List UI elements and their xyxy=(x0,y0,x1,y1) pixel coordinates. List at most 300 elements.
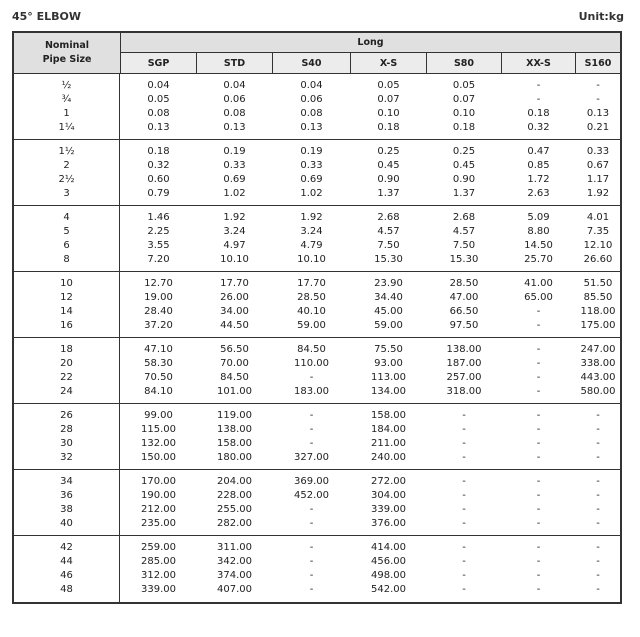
weight-cell: - xyxy=(596,503,600,515)
value-column xyxy=(351,206,426,271)
value-column xyxy=(197,338,272,403)
nominal-size-cell: 42 xyxy=(60,542,73,553)
weight-cell: 17.70 xyxy=(297,277,326,289)
weight-cell: 17.70 xyxy=(220,277,249,289)
weight-cell: 1.92 xyxy=(300,211,323,223)
weight-cell: 70.50 xyxy=(144,371,173,383)
weight-cell: 0.45 xyxy=(452,159,476,171)
weight-cell: - xyxy=(309,556,314,567)
weight-cell: 12.10 xyxy=(583,239,613,251)
weight-cell: 0.19 xyxy=(223,145,246,157)
weight-cell: - xyxy=(309,517,314,529)
weight-cell: 0.18 xyxy=(452,121,476,133)
weight-cell: 119.00 xyxy=(217,409,252,421)
nominal-size-cell: 2 xyxy=(63,159,70,171)
nominal-size-column xyxy=(14,536,120,602)
weight-cell: 0.19 xyxy=(300,145,323,157)
weight-cell: 0.13 xyxy=(147,121,170,133)
weight-cell: 40.10 xyxy=(297,305,326,317)
weight-cell: 75.50 xyxy=(374,343,403,355)
row-group xyxy=(14,74,620,140)
weight-cell: - xyxy=(536,542,541,553)
weight-cell: 10.10 xyxy=(220,253,249,265)
value-column xyxy=(121,140,196,205)
value-column xyxy=(576,536,620,602)
value-column xyxy=(351,272,426,337)
weight-cell: 65.00 xyxy=(524,291,553,303)
weight-cell: 7.50 xyxy=(377,239,400,251)
nominal-size-cell: 18 xyxy=(60,343,73,355)
weight-cell: - xyxy=(596,475,600,487)
nominal-header-line2: Pipe Size xyxy=(42,54,92,65)
weight-cell: 158.00 xyxy=(217,437,252,449)
weight-cell: 190.00 xyxy=(141,489,176,501)
weight-cell: 170.00 xyxy=(141,475,176,487)
value-column xyxy=(351,536,426,602)
nominal-size-cell: 8 xyxy=(63,253,70,265)
weight-cell: 183.00 xyxy=(294,385,329,397)
value-column xyxy=(197,470,272,535)
weight-cell: 3.24 xyxy=(223,225,246,237)
weight-cell: 85.50 xyxy=(583,291,613,303)
weight-cell: 84.50 xyxy=(220,371,249,383)
weight-cell: - xyxy=(462,489,466,501)
weight-cell: 41.00 xyxy=(524,277,553,289)
weight-cell: 0.08 xyxy=(223,107,246,119)
value-column xyxy=(121,272,196,337)
value-column xyxy=(273,140,350,205)
weight-cell: 3.24 xyxy=(300,225,323,237)
weight-cell: - xyxy=(462,542,466,553)
nominal-size-cell: 40 xyxy=(60,517,73,529)
weight-cell: 542.00 xyxy=(371,584,406,595)
weight-cell: 0.05 xyxy=(147,93,170,105)
weight-cell: 8.80 xyxy=(527,225,550,237)
weight-cell: - xyxy=(309,371,314,383)
weight-cell: 175.00 xyxy=(580,319,616,331)
weight-cell: 115.00 xyxy=(141,423,176,435)
row-group xyxy=(14,470,620,536)
weight-cell: 99.00 xyxy=(144,409,173,421)
column-header-s80: S80 xyxy=(427,53,502,73)
weight-cell: 45.00 xyxy=(374,305,403,317)
value-column xyxy=(273,536,350,602)
value-column xyxy=(576,338,620,403)
row-group xyxy=(14,206,620,272)
weight-cell: 0.32 xyxy=(147,159,170,171)
weight-cell: 93.00 xyxy=(374,357,403,369)
weight-cell: 4.57 xyxy=(377,225,400,237)
weight-cell: 0.06 xyxy=(223,93,246,105)
weight-cell: 7.35 xyxy=(586,225,610,237)
weight-cell: 339.00 xyxy=(371,503,406,515)
weight-cell: - xyxy=(462,556,466,567)
value-column xyxy=(576,404,620,469)
nominal-size-cell: 2½ xyxy=(58,173,75,185)
table-title: 45° ELBOW xyxy=(12,10,82,23)
weight-cell: - xyxy=(309,437,314,449)
value-column xyxy=(351,338,426,403)
value-column xyxy=(273,206,350,271)
nominal-size-cell: 24 xyxy=(60,385,73,397)
weight-cell: 5.09 xyxy=(527,211,550,223)
weight-cell: 0.67 xyxy=(586,159,610,171)
weight-cell: 7.50 xyxy=(452,239,476,251)
weight-cell: 70.00 xyxy=(220,357,249,369)
weight-cell: 28.50 xyxy=(297,291,326,303)
weight-cell: 34.00 xyxy=(220,305,249,317)
nominal-size-column xyxy=(14,404,120,469)
weight-cell: - xyxy=(536,343,541,355)
weight-cell: 374.00 xyxy=(217,570,252,581)
value-column xyxy=(197,536,272,602)
weight-cell: 285.00 xyxy=(141,556,176,567)
weight-cell: 0.90 xyxy=(377,173,400,185)
value-column xyxy=(121,206,196,271)
nominal-header-line1: Nominal xyxy=(44,40,90,51)
weight-cell: 3.55 xyxy=(147,239,170,251)
weight-cell: 318.00 xyxy=(446,385,482,397)
weight-cell: 2.63 xyxy=(527,187,550,199)
weight-cell: - xyxy=(309,570,314,581)
weight-cell: - xyxy=(536,319,541,331)
weight-cell: 0.69 xyxy=(223,173,246,185)
nominal-size-cell: 1¼ xyxy=(58,121,75,133)
weight-cell: 4.97 xyxy=(223,239,246,251)
weight-cell: - xyxy=(462,409,466,421)
nominal-size-cell: 36 xyxy=(60,489,73,501)
weight-cell: 0.13 xyxy=(300,121,323,133)
weight-cell: - xyxy=(536,79,541,91)
weight-cell: 0.21 xyxy=(586,121,610,133)
weight-cell: 240.00 xyxy=(371,451,406,463)
weight-cell: - xyxy=(536,423,541,435)
weight-cell: 0.33 xyxy=(223,159,246,171)
weight-cell: 211.00 xyxy=(371,437,406,449)
weight-cell: 0.33 xyxy=(586,145,610,157)
value-column xyxy=(351,74,426,139)
value-column xyxy=(427,536,501,602)
weight-cell: - xyxy=(462,584,466,595)
weight-cell: - xyxy=(596,542,600,553)
weight-cell: 37.20 xyxy=(144,319,173,331)
weight-cell: 0.10 xyxy=(452,107,476,119)
weight-cell: 0.06 xyxy=(300,93,323,105)
row-group xyxy=(14,140,620,206)
value-column xyxy=(197,140,272,205)
weight-cell: 2.68 xyxy=(377,211,400,223)
nominal-size-cell: 12 xyxy=(60,291,73,303)
value-column xyxy=(121,404,196,469)
value-column xyxy=(576,272,620,337)
weight-cell: 407.00 xyxy=(217,584,252,595)
nominal-size-cell: ½ xyxy=(61,79,72,91)
weight-cell: 0.18 xyxy=(147,145,170,157)
value-column xyxy=(273,404,350,469)
weight-cell: 1.46 xyxy=(147,211,170,223)
weight-cell: 113.00 xyxy=(371,371,406,383)
weight-cell: 327.00 xyxy=(294,451,329,463)
nominal-size-cell: 30 xyxy=(60,437,73,449)
weight-cell: - xyxy=(536,305,541,317)
weight-cell: 118.00 xyxy=(580,305,616,317)
weight-cell: 1.37 xyxy=(377,187,400,199)
value-column xyxy=(502,74,575,139)
weight-cell: - xyxy=(596,489,600,501)
nominal-size-cell: 34 xyxy=(60,475,73,487)
weight-cell: 0.08 xyxy=(147,107,170,119)
value-column xyxy=(427,206,501,271)
weight-cell: - xyxy=(462,475,466,487)
nominal-size-cell: 10 xyxy=(60,277,73,289)
weight-cell: 19.00 xyxy=(144,291,173,303)
nominal-size-cell: 32 xyxy=(60,451,73,463)
weight-cell: 498.00 xyxy=(371,570,406,581)
value-column xyxy=(427,140,501,205)
weight-cell: 134.00 xyxy=(371,385,406,397)
value-column xyxy=(427,74,501,139)
weight-cell: - xyxy=(596,556,600,567)
nominal-size-column xyxy=(14,272,120,337)
weight-cell: 1.92 xyxy=(223,211,246,223)
weight-cell: - xyxy=(462,570,466,581)
value-column xyxy=(502,206,575,271)
weight-cell: 0.25 xyxy=(452,145,476,157)
nominal-size-cell: 44 xyxy=(60,556,73,567)
nominal-size-column xyxy=(14,206,120,271)
nominal-size-cell: 4 xyxy=(63,211,70,223)
weight-cell: 312.00 xyxy=(141,570,176,581)
column-header-s40: S40 xyxy=(273,53,351,73)
weight-cell: 272.00 xyxy=(371,475,406,487)
weight-cell: 51.50 xyxy=(583,277,613,289)
weight-cell: 204.00 xyxy=(217,475,252,487)
value-column xyxy=(502,338,575,403)
weight-cell: - xyxy=(536,556,541,567)
value-column xyxy=(351,404,426,469)
weight-cell: 259.00 xyxy=(141,542,176,553)
value-column xyxy=(197,272,272,337)
weight-cell: 1.72 xyxy=(527,173,550,185)
weight-cell: 235.00 xyxy=(141,517,176,529)
weight-cell: 66.50 xyxy=(449,305,479,317)
nominal-size-cell: 48 xyxy=(60,584,73,595)
weight-cell: 338.00 xyxy=(580,357,616,369)
value-column xyxy=(121,338,196,403)
weight-cell: 184.00 xyxy=(371,423,406,435)
weight-cell: 282.00 xyxy=(217,517,252,529)
weight-cell: 150.00 xyxy=(141,451,176,463)
nominal-size-column xyxy=(14,140,120,205)
value-column xyxy=(576,470,620,535)
weight-cell: 84.50 xyxy=(297,343,326,355)
weight-cell: 158.00 xyxy=(371,409,406,421)
weight-cell: 101.00 xyxy=(217,385,252,397)
nominal-size-cell: 22 xyxy=(60,371,73,383)
weight-cell: - xyxy=(462,517,466,529)
weight-cell: 414.00 xyxy=(371,542,406,553)
weight-cell: 1.92 xyxy=(586,187,610,199)
weight-cell: 26.60 xyxy=(583,253,613,265)
value-column xyxy=(502,140,575,205)
weight-cell: 2.68 xyxy=(452,211,476,223)
weight-cell: - xyxy=(309,503,314,515)
weight-cell: 12.70 xyxy=(144,277,173,289)
table-body xyxy=(14,74,620,602)
weight-cell: 25.70 xyxy=(524,253,553,265)
long-group-header: Long xyxy=(121,33,620,53)
weight-cell: - xyxy=(536,437,541,449)
weight-cell: - xyxy=(309,409,314,421)
weight-cell: - xyxy=(536,357,541,369)
row-group xyxy=(14,404,620,470)
weight-cell: 47.10 xyxy=(144,343,173,355)
weight-cell: - xyxy=(536,451,541,463)
value-column xyxy=(576,140,620,205)
weight-cell: - xyxy=(536,489,541,501)
weight-cell: 4.01 xyxy=(586,211,610,223)
row-group xyxy=(14,338,620,404)
value-column xyxy=(273,338,350,403)
weight-cell: 1.02 xyxy=(300,187,323,199)
weight-cell: - xyxy=(536,584,541,595)
value-column xyxy=(121,470,196,535)
nominal-size-column xyxy=(14,338,120,403)
weight-cell: 247.00 xyxy=(580,343,616,355)
weight-cell: - xyxy=(536,503,541,515)
weight-cell: 0.47 xyxy=(527,145,550,157)
weight-cell: - xyxy=(462,503,466,515)
weight-cell: 4.79 xyxy=(300,239,323,251)
weight-cell: 0.18 xyxy=(377,121,400,133)
weight-cell: 0.04 xyxy=(223,79,246,91)
weight-cell: 0.10 xyxy=(377,107,400,119)
weight-cell: 369.00 xyxy=(294,475,329,487)
nominal-size-cell: 5 xyxy=(63,225,70,237)
weight-cell: - xyxy=(309,423,314,435)
weight-cell: - xyxy=(536,570,541,581)
weight-cell: 0.18 xyxy=(527,107,550,119)
weight-cell: 59.00 xyxy=(297,319,326,331)
weight-cell: 14.50 xyxy=(524,239,553,251)
weight-cell: - xyxy=(536,93,541,105)
weight-cell: 23.90 xyxy=(374,277,403,289)
weight-cell: - xyxy=(309,584,314,595)
weight-cell: 26.00 xyxy=(220,291,249,303)
unit-label: Unit:kg xyxy=(578,10,624,23)
weight-cell: 0.07 xyxy=(377,93,400,105)
weight-cell: 97.50 xyxy=(449,319,479,331)
value-column xyxy=(427,272,501,337)
weight-cell: 15.30 xyxy=(374,253,403,265)
weight-cell: 4.57 xyxy=(452,225,476,237)
weight-cell: - xyxy=(596,570,600,581)
weight-cell: 0.69 xyxy=(300,173,323,185)
nominal-size-column xyxy=(14,470,120,535)
weight-cell: 257.00 xyxy=(446,371,482,383)
weight-cell: 15.30 xyxy=(449,253,479,265)
value-column xyxy=(427,470,501,535)
weight-cell: 59.00 xyxy=(374,319,403,331)
column-header-x-s: X-S xyxy=(351,53,427,73)
weight-cell: 0.13 xyxy=(586,107,610,119)
weight-cell: 456.00 xyxy=(371,556,406,567)
nominal-size-cell: 14 xyxy=(60,305,73,317)
weight-cell: 0.25 xyxy=(377,145,400,157)
value-column xyxy=(502,404,575,469)
value-column xyxy=(351,470,426,535)
weight-cell: - xyxy=(596,437,600,449)
value-column xyxy=(273,74,350,139)
nominal-size-cell: 46 xyxy=(60,570,73,581)
weight-cell: 0.05 xyxy=(377,79,400,91)
weight-cell: - xyxy=(309,542,314,553)
weight-cell: 0.33 xyxy=(300,159,323,171)
nominal-size-cell: 26 xyxy=(60,409,73,421)
weight-cell: 47.00 xyxy=(449,291,479,303)
weight-cell: 228.00 xyxy=(217,489,252,501)
value-column xyxy=(502,470,575,535)
weight-cell: 0.04 xyxy=(147,79,170,91)
weight-cell: 138.00 xyxy=(217,423,252,435)
weight-cell: 255.00 xyxy=(217,503,252,515)
value-column xyxy=(351,140,426,205)
weight-cell: 84.10 xyxy=(144,385,173,397)
weight-cell: - xyxy=(596,451,600,463)
column-header-s160: S160 xyxy=(576,53,620,73)
weight-cell: 212.00 xyxy=(141,503,176,515)
nominal-size-cell: ¾ xyxy=(61,93,72,105)
weight-cell: 56.50 xyxy=(220,343,249,355)
column-header-std: STD xyxy=(197,53,273,73)
weight-cell: 0.60 xyxy=(147,173,170,185)
nominal-pipe-size-header xyxy=(14,33,121,73)
value-column xyxy=(121,536,196,602)
value-column xyxy=(427,404,501,469)
value-column xyxy=(576,206,620,271)
weight-cell: 180.00 xyxy=(217,451,252,463)
weight-cell: 0.79 xyxy=(147,187,170,199)
value-column xyxy=(273,470,350,535)
weight-cell: 0.07 xyxy=(452,93,476,105)
row-group xyxy=(14,536,620,602)
weight-cell: 132.00 xyxy=(141,437,176,449)
weight-cell: - xyxy=(596,423,600,435)
weight-cell: 311.00 xyxy=(217,542,252,553)
weight-cell: 7.20 xyxy=(147,253,170,265)
weight-cell: 376.00 xyxy=(371,517,406,529)
nominal-size-cell: 20 xyxy=(60,357,73,369)
weight-cell: 0.04 xyxy=(300,79,323,91)
value-column xyxy=(197,404,272,469)
value-column xyxy=(576,74,620,139)
value-column xyxy=(197,74,272,139)
value-column xyxy=(197,206,272,271)
weight-table xyxy=(12,31,622,604)
weight-cell: 0.45 xyxy=(377,159,400,171)
weight-cell: 34.40 xyxy=(374,291,403,303)
weight-cell: - xyxy=(596,584,600,595)
weight-cell: - xyxy=(596,79,600,91)
column-header-sgp: SGP xyxy=(121,53,197,73)
weight-cell: - xyxy=(462,437,466,449)
weight-cell: 1.17 xyxy=(586,173,610,185)
nominal-size-cell: 6 xyxy=(63,239,70,251)
weight-cell: 0.05 xyxy=(452,79,476,91)
weight-cell: 28.50 xyxy=(449,277,479,289)
value-column xyxy=(502,536,575,602)
nominal-size-cell: 1½ xyxy=(58,145,75,157)
